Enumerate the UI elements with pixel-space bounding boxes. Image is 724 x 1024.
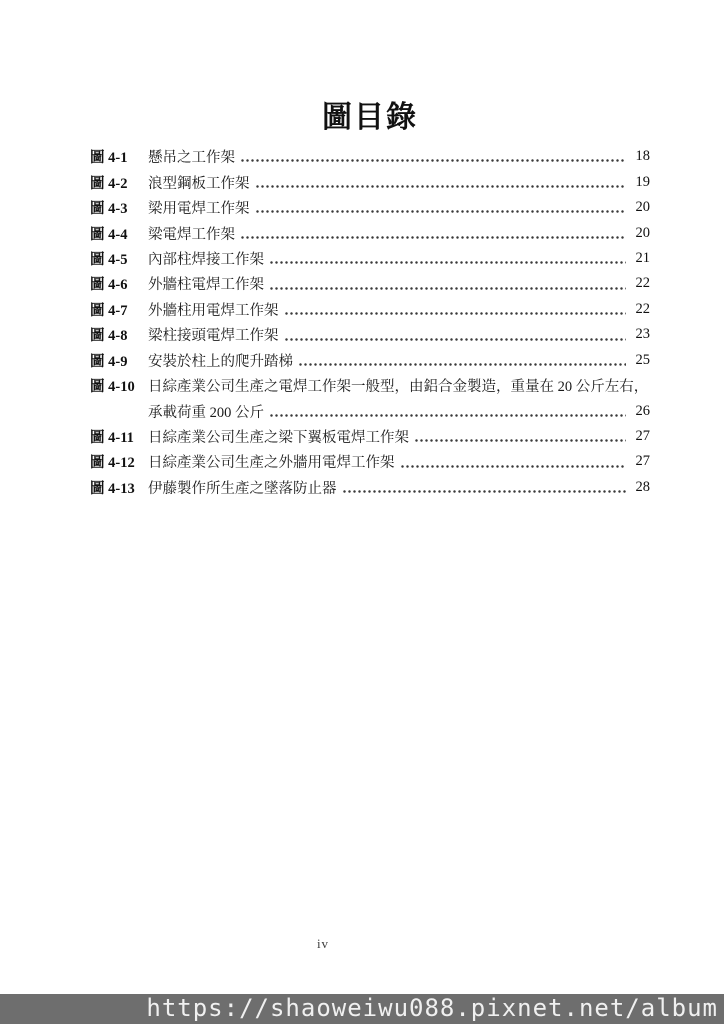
toc-row (90, 271, 650, 296)
figure-title-line2: 承載荷重 200 公斤 (148, 404, 264, 421)
toc-row-continuation (90, 398, 650, 423)
figure-title: 伊藤製作所生產之墜落防止器 (148, 480, 337, 497)
figure-label: 圖 4-6 (90, 277, 128, 294)
figure-title: 日綜產業公司生產之電焊工作架一般型，由鋁合金製造，重量在 20 公斤左右， (148, 379, 649, 396)
dot-leader (264, 246, 630, 271)
figure-page: 27 (635, 453, 650, 470)
dot-leader (264, 398, 630, 423)
page-number: iv (316, 936, 330, 951)
figure-page: 20 (635, 199, 650, 216)
figure-label: 圖 4-2 (90, 175, 128, 192)
toc-row (90, 246, 650, 271)
dot-leader (395, 449, 631, 474)
figure-label: 圖 4-10 (90, 379, 135, 396)
figure-label: 圖 4-9 (90, 353, 128, 370)
figure-title: 日綜產業公司生產之外牆用電焊工作架 (148, 455, 395, 472)
toc-row (90, 475, 650, 500)
figure-title: 梁柱接頭電焊工作架 (148, 328, 279, 345)
dot-leader (235, 220, 630, 245)
figure-page: 26 (635, 402, 650, 419)
figure-title: 內部柱焊接工作架 (148, 251, 264, 268)
toc-row (90, 144, 650, 169)
figure-label: 圖 4-8 (90, 328, 128, 345)
figure-title: 浪型鋼板工作架 (148, 175, 250, 192)
figure-page: 22 (635, 275, 650, 292)
dot-leader (279, 322, 631, 347)
dot-leader (235, 144, 630, 169)
dot-leader (250, 195, 631, 220)
figure-page: 21 (635, 249, 650, 266)
figure-label: 圖 4-11 (90, 430, 134, 447)
dot-leader (264, 271, 630, 296)
figure-label: 圖 4-3 (90, 201, 128, 218)
figure-label: 圖 4-1 (90, 150, 128, 167)
dot-leader (409, 424, 630, 449)
toc-row (90, 348, 650, 373)
dot-leader (293, 348, 630, 373)
figure-page: 19 (635, 173, 650, 190)
figure-title: 梁用電焊工作架 (148, 201, 250, 218)
toc-row (90, 195, 650, 220)
dot-leader (250, 169, 631, 194)
figure-label: 圖 4-13 (90, 480, 135, 497)
dot-leader (337, 475, 631, 500)
figure-page: 20 (635, 224, 650, 241)
page-title: 圖目錄 (322, 101, 418, 134)
watermark-url-text: https://shaoweiwu088.pixnet.net/album (146, 994, 718, 1022)
figure-title: 外牆柱用電焊工作架 (148, 302, 279, 319)
figure-label: 圖 4-12 (90, 455, 135, 472)
toc-row (90, 322, 650, 347)
figure-toc-list (90, 144, 650, 500)
figure-label: 圖 4-4 (90, 226, 128, 243)
watermark-bar (0, 994, 724, 1024)
figure-title: 日綜產業公司生產之梁下翼板電焊工作架 (148, 430, 409, 447)
toc-row (90, 449, 650, 474)
toc-row (90, 297, 650, 322)
figure-page: 27 (635, 428, 650, 445)
figure-title: 安裝於柱上的爬升踏梯 (148, 353, 293, 370)
figure-page: 18 (635, 148, 650, 165)
figure-page: 23 (635, 326, 650, 343)
figure-page: 25 (635, 351, 650, 368)
toc-row (90, 424, 650, 449)
figure-title: 懸吊之工作架 (148, 150, 235, 167)
toc-row (90, 169, 650, 194)
figure-page: 28 (635, 478, 650, 495)
figure-label: 圖 4-5 (90, 251, 128, 268)
figure-title: 梁電焊工作架 (148, 226, 235, 243)
figure-label: 圖 4-7 (90, 302, 128, 319)
toc-row (90, 220, 650, 245)
dot-leader (279, 297, 631, 322)
toc-row (90, 373, 650, 398)
figure-title: 外牆柱電焊工作架 (148, 277, 264, 294)
figure-page: 22 (635, 300, 650, 317)
